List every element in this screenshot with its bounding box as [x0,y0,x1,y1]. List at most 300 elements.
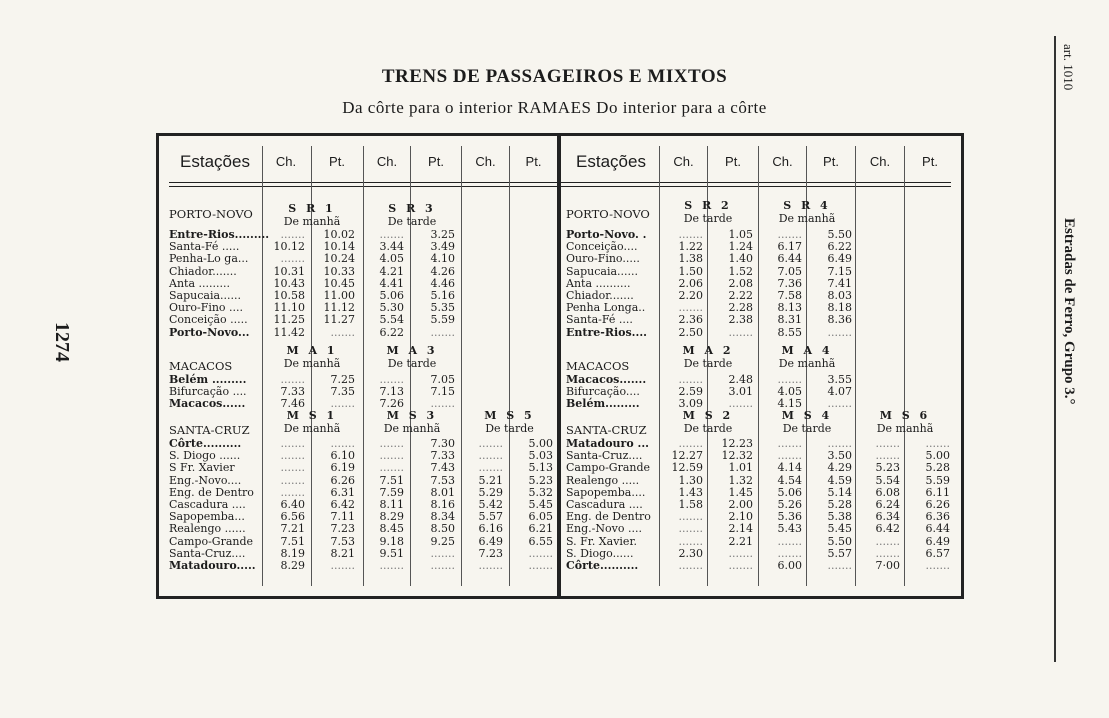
station-name: Porto-Novo. . [566,228,647,241]
time-cell: ....... [330,437,355,450]
time-cell: ....... [478,461,503,475]
station-name: Bifurcação.... [566,385,640,399]
time-cell: 7.51 [379,473,404,487]
time-cell: ....... [827,397,852,411]
table-row [169,266,464,278]
time-cell: 5.06 [379,288,404,302]
article-label: art. 1010 [1061,44,1076,91]
time-cell: 7.23 [330,522,355,536]
time-cell: ....... [478,558,503,572]
time-cell: ....... [728,397,753,411]
time-cell: ....... [379,373,404,386]
time-cell: 7.35 [330,385,355,399]
time-cell: 10.12 [273,240,305,254]
time-cell: 1.40 [728,252,753,266]
time-cell: 10.58 [273,288,305,302]
time-cell: 6.19 [330,461,355,475]
time-cell: 9.51 [379,546,404,560]
time-cell: 1.38 [678,252,703,266]
time-cell: 1.30 [678,473,703,487]
station-name: Bifurcação .... [169,385,247,399]
time-cell: ....... [678,373,703,386]
time-cell: 5.00 [925,449,950,463]
table-row [169,475,559,487]
station-name: Porto-Novo... [169,325,250,339]
time-cell: ....... [875,534,900,548]
time-cell: 7.33 [280,385,305,399]
time-cell: 10.24 [323,252,355,266]
time-cell: ....... [280,228,305,241]
time-cell: 2.21 [728,534,753,548]
time-cell: 5.35 [430,301,455,315]
station-name: S. Diogo...... [566,546,634,560]
time-cell: 5.57 [827,546,852,560]
time-cell: 5.03 [528,449,553,463]
table-row [169,327,464,339]
time-cell: 4.59 [827,473,852,487]
time-cell: 1.05 [728,228,753,241]
time-cell: 6.00 [777,558,802,572]
time-cell: 11.12 [323,301,355,315]
station-name: Santa-Fé ..... [169,240,240,254]
time-cell: 2.38 [728,313,753,327]
time-cell: 5.36 [777,510,802,524]
time-cell: 7.11 [330,510,355,524]
time-cell: 8.16 [430,497,455,511]
train-header: S R 4 De manhã [778,199,836,225]
time-cell: 2.14 [728,522,753,536]
time-cell: 4.14 [777,461,802,475]
time-cell: 1.58 [678,497,703,511]
train-header: M A 2 De tarde [682,344,734,370]
time-cell: 7.23 [478,546,503,560]
col-header-pt: Pt. [725,154,741,169]
time-cell: 4.07 [827,385,852,399]
time-cell: 11.25 [273,313,305,327]
time-cell: 7.36 [777,276,802,290]
station-name: Penha Longa.. [566,301,646,315]
time-cell: 1.43 [678,485,703,499]
time-cell: 8.13 [777,301,802,315]
time-cell: 5.23 [528,473,553,487]
station-name: Macacos...... [169,397,246,411]
time-cell: 5.59 [430,313,455,327]
time-cell: 10.14 [323,240,355,254]
time-cell: 12.23 [721,437,753,450]
station-name: Macacos....... [566,373,647,386]
time-cell: 7.15 [827,264,852,278]
time-cell: 4.41 [379,276,404,290]
station-name: S Fr. Xavier [169,461,235,475]
station-name: Penha-Lo ga... [169,252,249,266]
time-cell: 2.59 [678,385,703,399]
table-row [169,536,559,548]
col-header-pt: Pt. [525,154,542,169]
time-cell: 5.50 [827,228,852,241]
time-cell: 6.17 [777,240,802,254]
time-cell: 6.05 [528,510,553,524]
time-cell: ....... [777,373,802,386]
time-cell: 8.29 [379,510,404,524]
group-label: SANTA-CRUZ [169,423,250,437]
time-cell: ....... [777,534,802,548]
time-cell: 1.50 [678,264,703,278]
time-cell: ....... [379,228,404,241]
station-name: Côrte.......... [169,437,242,450]
station-name: Côrte.......... [566,558,639,572]
table-row [566,253,856,265]
time-cell: 5.43 [777,522,802,536]
time-cell: ....... [478,437,503,450]
time-cell: ....... [827,437,852,450]
time-cell: ....... [330,558,355,572]
time-cell: 9.25 [430,534,455,548]
time-cell: 4.21 [379,264,404,278]
train-header: M S 4 De tarde [781,409,833,435]
time-cell: ....... [280,437,305,450]
time-cell: 5.30 [379,301,404,315]
station-name: Santa-Cruz.... [169,546,246,560]
time-cell: ....... [280,449,305,463]
time-cell: 6.42 [330,497,355,511]
time-cell: ....... [678,228,703,241]
col-header-ch: Ch. [673,154,694,169]
col-header-ch: Ch. [869,154,891,169]
time-cell: 10.45 [323,276,355,290]
time-cell: ....... [875,437,900,450]
train-header: M A 1 De manhã [283,344,341,370]
station-name: Sapopemba... [169,510,245,524]
col-header-ch: Ch. [475,154,496,169]
time-cell: 8.18 [827,301,852,315]
time-cell: 1.45 [728,485,753,499]
time-cell: ....... [478,449,503,463]
time-cell: ....... [875,449,900,463]
station-name: Cascadura .... [169,497,246,511]
time-cell: 3.49 [430,240,455,254]
station-name: Chiador....... [169,264,237,278]
station-name: Santa-Cruz.... [566,449,643,463]
train-header: M A 3 De tarde [386,344,438,370]
time-cell: 2.10 [728,510,753,524]
time-cell: 6.34 [875,510,900,524]
table-row [566,266,856,278]
time-cell: 6.57 [925,546,950,560]
time-cell: 7.53 [330,534,355,548]
time-cell: 7.26 [379,397,404,411]
col-header-stations: Estações [576,152,646,171]
time-cell: 7.46 [280,397,305,411]
time-cell: 5.14 [827,485,852,499]
time-cell: 2.30 [678,546,703,560]
col-header-pt: Pt. [428,154,444,169]
time-cell: 12.32 [721,449,753,463]
station-name: Campo-Grande [169,534,254,548]
col-header-ch: Ch. [772,154,793,169]
time-cell: 6.16 [478,522,503,536]
time-cell: 6.49 [478,534,503,548]
time-cell: 11.10 [273,301,305,315]
time-cell: 6.40 [280,497,305,511]
header-rule [169,186,951,187]
train-header: S R 1 De manhã [283,202,341,228]
time-cell: 4.10 [430,252,455,266]
time-cell: 5.57 [478,510,503,524]
time-cell: 2.06 [678,276,703,290]
time-cell: ....... [777,437,802,450]
table-row [169,523,559,535]
section-rows [566,438,956,572]
time-cell: 8.31 [777,313,802,327]
time-cell: ....... [777,546,802,560]
station-name: Matadouro ... [566,437,649,450]
time-cell: 1.24 [728,240,753,254]
time-cell: ....... [925,558,950,572]
time-cell: 4.05 [379,252,404,266]
time-cell: 6.44 [777,252,802,266]
time-cell: 6.26 [925,497,950,511]
time-cell: 5.26 [777,497,802,511]
col-header-pt: Pt. [922,154,938,169]
time-cell: 6.55 [528,534,553,548]
section-rows [566,229,856,339]
time-cell: 5.23 [875,461,900,475]
time-cell: ....... [875,546,900,560]
time-cell: ....... [280,461,305,475]
time-cell: 6.26 [330,473,355,487]
time-cell: 2.08 [728,276,753,290]
train-header: S R 3 De tarde [387,202,437,228]
time-cell: 6.10 [330,449,355,463]
time-cell: ....... [678,510,703,524]
time-cell: 10.31 [273,264,305,278]
time-cell: ....... [528,546,553,560]
time-cell: 6.31 [330,485,355,499]
time-cell: 5.45 [827,522,852,536]
time-cell: ....... [280,473,305,487]
train-header: M S 6 De manhã [876,409,934,435]
time-cell: 8.19 [280,546,305,560]
time-cell: 2.20 [678,288,703,302]
train-header: M S 2 De tarde [682,409,734,435]
time-cell: 3.25 [430,228,455,241]
station-name: Cascadura .... [566,497,643,511]
train-header: M S 3 De manhã [383,409,441,435]
time-cell: ....... [430,397,455,411]
time-cell: 6.56 [280,510,305,524]
time-cell: 6.11 [925,485,950,499]
time-cell: ....... [678,558,703,572]
time-cell: 7·00 [875,558,900,572]
station-name: Realengo ...... [169,522,246,536]
col-header-stations: Estações [180,152,250,171]
station-name: Ouro-Fino .... [169,301,244,315]
time-cell: 7.25 [330,373,355,386]
time-cell: ....... [430,558,455,572]
time-cell: 6.44 [925,522,950,536]
time-cell: 12.27 [671,449,703,463]
group-label: MACACOS [566,359,630,373]
time-cell: 2.28 [728,301,753,315]
time-cell: 7.05 [777,264,802,278]
time-cell: 11.00 [323,288,355,302]
time-cell: 6.24 [875,497,900,511]
table-row [169,314,464,326]
station-name: Matadouro..... [169,558,256,572]
time-cell: ....... [728,558,753,572]
station-name: Sapucaia...... [169,288,241,302]
group-label: MACACOS [169,359,233,373]
time-cell: 7.13 [379,385,404,399]
time-cell: ....... [330,325,355,339]
time-cell: 11.27 [323,313,355,327]
page-number: 1274 [51,322,73,362]
time-cell: 3.55 [827,373,852,386]
time-cell: 4.15 [777,397,802,411]
time-cell: ....... [430,546,455,560]
time-cell: 6.42 [875,522,900,536]
time-cell: 3.44 [379,240,404,254]
time-cell: 8.34 [430,510,455,524]
time-cell: 8.45 [379,522,404,536]
time-cell: ....... [678,437,703,450]
time-cell: 1.22 [678,240,703,254]
time-cell: 9.18 [379,534,404,548]
table-row [566,523,956,535]
time-cell: ....... [827,558,852,572]
time-cell: 10.33 [323,264,355,278]
time-cell: 12.59 [671,461,703,475]
time-cell: ....... [280,252,305,266]
time-cell: 5.13 [528,461,553,475]
col-header-pt: Pt. [329,154,345,169]
station-name: Belém......... [566,397,640,411]
time-cell: ....... [728,325,753,339]
page-subtitle: Da côrte para o interior RAMAES Do interior para a côrte [342,98,767,117]
station-name: Santa-Fé .... [566,313,633,327]
time-cell: 7.41 [827,276,852,290]
time-cell: 10.43 [273,276,305,290]
time-cell: 6.22 [827,240,852,254]
table-row [169,560,559,572]
time-cell: ....... [379,449,404,463]
time-cell: 7.30 [430,437,455,450]
time-cell: 11.42 [273,325,305,339]
time-cell: ....... [330,397,355,411]
station-name: Entre-Rios......... [169,228,270,241]
col-header-ch: Ch. [275,154,297,169]
time-cell: 6.49 [827,252,852,266]
station-name: Campo-Grande [566,461,651,475]
time-cell: ....... [678,301,703,315]
time-cell: 6.49 [925,534,950,548]
station-name: Eng.-Novo.... [169,473,242,487]
section-rows [566,374,856,411]
table-row [566,560,956,572]
time-cell: 1.01 [728,461,753,475]
group-label: SANTA-CRUZ [566,423,647,437]
station-name: Anta .......... [566,276,631,290]
station-name: Entre-Rios.... [566,325,647,339]
station-name: Realengo ..... [566,473,640,487]
time-cell: 2.36 [678,313,703,327]
time-cell: 7.59 [379,485,404,499]
time-cell: 4.29 [827,461,852,475]
time-cell: 5.50 [827,534,852,548]
time-cell: 3.01 [728,385,753,399]
station-name: Sapopemba.... [566,485,646,499]
time-cell: 2.50 [678,325,703,339]
time-cell: ....... [430,325,455,339]
time-cell: 6.08 [875,485,900,499]
margin-rule [1054,36,1056,662]
station-name: Eng. de Dentro [169,485,254,499]
time-cell: 8.21 [330,546,355,560]
time-cell: ....... [777,228,802,241]
time-cell: ....... [528,558,553,572]
time-cell: ....... [678,534,703,548]
time-cell: 7.43 [430,461,455,475]
time-cell: 7.05 [430,373,455,386]
time-cell: 7.51 [280,534,305,548]
time-cell: 8.36 [827,313,852,327]
time-cell: ....... [678,522,703,536]
time-cell: 7.58 [777,288,802,302]
time-cell: 4.05 [777,385,802,399]
station-name: Eng. de Dentro [566,510,651,524]
section-rows [169,229,464,339]
time-cell: 5.32 [528,485,553,499]
time-cell: ....... [379,437,404,450]
time-cell: 4.26 [430,264,455,278]
time-cell: 7.21 [280,522,305,536]
page-title: TRENS DE PASSAGEIROS E MIXTOS [381,66,728,87]
time-cell: 8.55 [777,325,802,339]
time-cell: 5.00 [528,437,553,450]
col-header-ch: Ch. [376,154,398,169]
time-cell: 5.38 [827,510,852,524]
group-label: PORTO-NOVO [169,207,253,221]
station-name: S. Fr. Xavier. [566,534,637,548]
train-header: M S 5 De tarde [484,409,535,435]
time-cell: 6.21 [528,522,553,536]
time-cell: 5.16 [430,288,455,302]
train-header: M S 1 De manhã [283,409,341,435]
time-cell: 7.15 [430,385,455,399]
time-cell: 2.00 [728,497,753,511]
time-cell: ....... [379,461,404,475]
time-cell: 8.11 [379,497,404,511]
time-cell: ....... [925,437,950,450]
section-rows [169,374,464,411]
table-row [169,462,559,474]
train-header: S R 2 De tarde [683,199,733,225]
station-name: Anta ......... [169,276,230,290]
time-cell: 5.54 [379,313,404,327]
header-rule [169,182,951,183]
time-cell: 5.28 [925,461,950,475]
time-cell: 5.06 [777,485,802,499]
time-cell: 6.36 [925,510,950,524]
time-cell: 8.01 [430,485,455,499]
time-cell: 1.32 [728,473,753,487]
time-cell: 1.52 [728,264,753,278]
time-cell: 5.54 [875,473,900,487]
station-name: Ouro-Fino..... [566,252,640,266]
time-cell: 2.22 [728,288,753,302]
time-cell: ....... [827,325,852,339]
table-row [169,253,464,265]
